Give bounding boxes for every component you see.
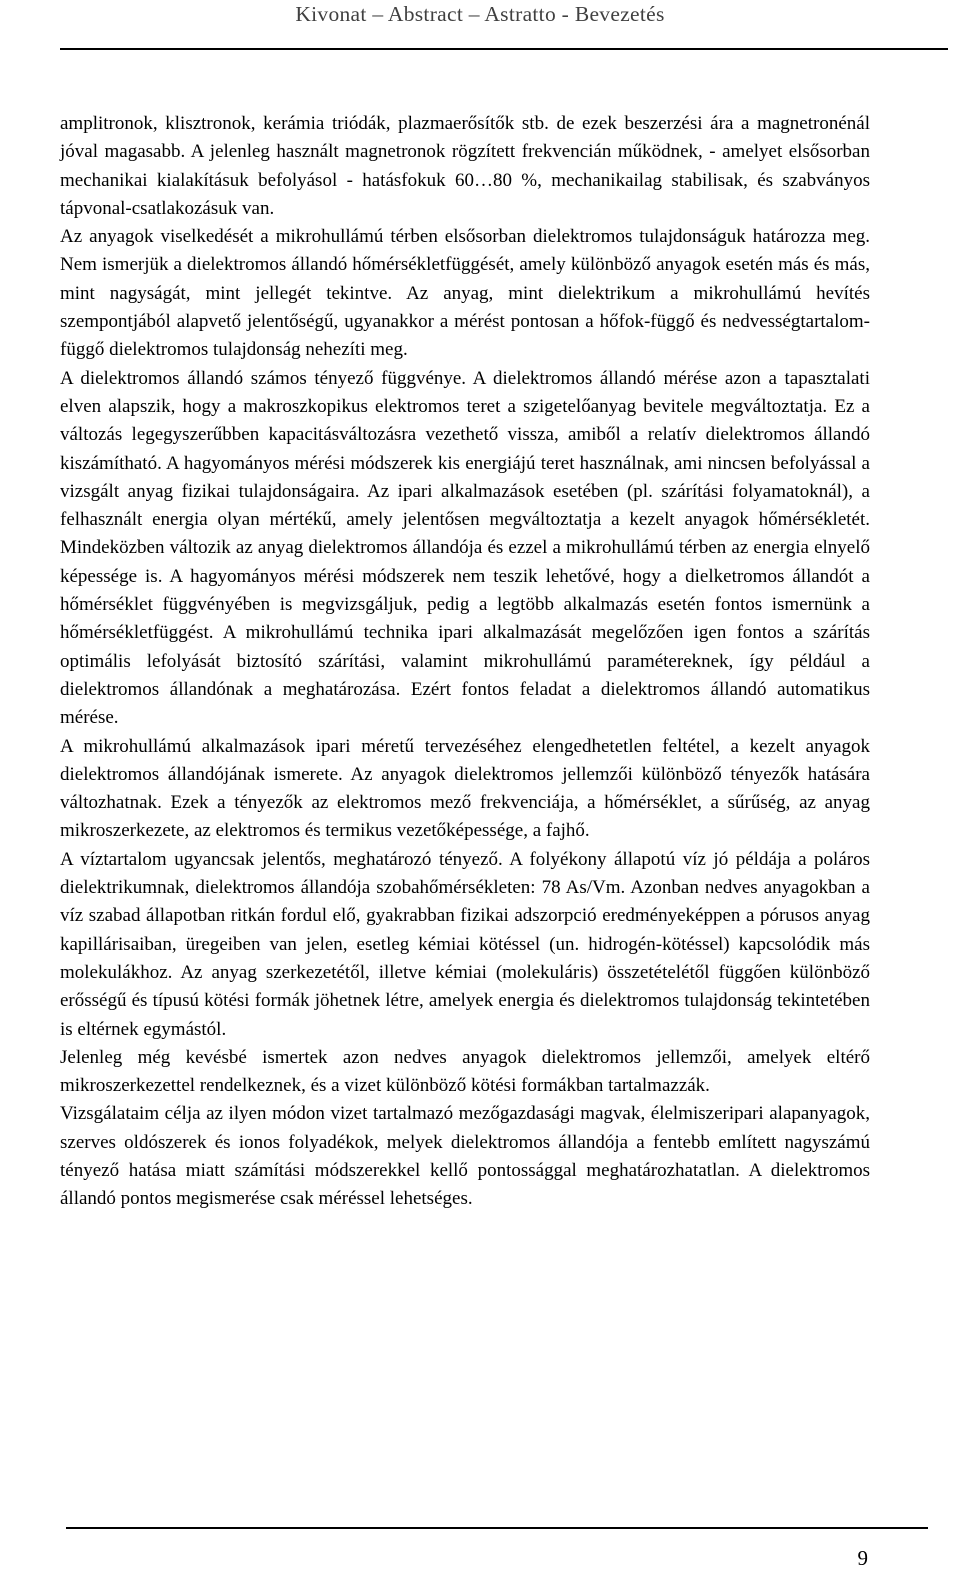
header-title: Kivonat – Abstract – Astratto - Bevezetés xyxy=(295,2,665,26)
paragraph: A víztartalom ugyancsak jelentős, meghatározó tényező. A folyékony állapotú víz jó példája a poláros dielektrikumnak, dielektromos állandója szobahőmérsékleten: 78 As/Vm. Azonban nedves anyagokban a víz szabad állapotban ritkán fordul elő, gyakrabban fizikai adszorpció eredményeképpen a pórusos anyag kapillárisaiban, üregeiben van jelen, esetleg kémiai kötéssel (un. hidrogén-kötéssel) kapcsolódik más molekulákhoz. Az anyag szerkezetétől, illetve kémiai (molekuláris) összetételétől függően különböző erősségű és típusú kötési formák jöhetnek létre, amelyek energia és dielektromos tulajdonság tekintetében is eltérnek egymástól. xyxy=(60,848,870,1040)
paragraph: A dielektromos állandó számos tényező függvénye. A dielektromos állandó mérése azon a tapasztalati elven alapszik, hogy a makroszkopikus elektromos teret a szigetelőanyag bevitele megváltoztatja. Ez a változás legegyszerűbben kapacitásváltozásra vezethető vissza, amiből a relatív dielektromos állandó kiszámítható. A hagyományos mérési módszerek kis energiájú teret használnak, ami nincsen befolyással a vizsgált anyag fizikai tulajdonságaira. Az ipari alkalmazások esetében (pl. szárítási folyamatoknál), a felhasznált energia olyan mértékű, amely jelentősen megváltoztatja a kezelt anyagok hőmérsékletét. Mindeközben változik az anyag dielektromos állandója és ezzel a mikrohullámú térben az energia elnyelő képessége is. A hagyományos mérési módszerek nem teszik lehetővé, hogy a dielketromos állandót a hőmérséklet függvényében is megvizsgáljuk, pedig a legtöbb alkalmazás esetén fontos ismernünk a hőmérsékletfüggést. A mikrohullámú technika ipari alkalmazását megelőzően igen fontos a szárítás optimális lefolyását biztosító szárítási, valamint mikrohullámú paramétereknek, így például a dielektromos állandónak a meghatározása. Ezért fontos feladat a dielektromos állandó automatikus mérése. xyxy=(60,367,870,729)
paragraph: A mikrohullámú alkalmazások ipari méretű tervezéséhez elengedhetetlen feltétel, a kezelt anyagok dielektromos állandójának ismerete. Az anyagok dielektromos jellemzői különböző tényezők hatására változhatnak. Ezek a tényezők az elektromos mező frekvenciája, a hőmérséklet, a sűrűség, az anyag mikroszerkezete, az elektromos és termikus vezetőképessége, a fajhő. xyxy=(60,735,870,842)
paragraph: Az anyagok viselkedését a mikrohullámú térben elsősorban dielektromos tulajdonságuk határozza meg. Nem ismerjük a dielektromos állandó hőmérsékletfüggését, amely különböző anyagok esetén más és más, mint nagyságát, mint jellegét tekintve. Az anyag, mint dielektrikum a mikrohullámú hevítés szempontjából alapvető jelentőségű, ugyanakkor a mérést pontosan a hőfok-függő és nedvességtartalom-függő dielektromos tulajdonság nehezíti meg. xyxy=(60,226,870,361)
body-text xyxy=(60,110,870,1214)
paragraph: amplitronok, klisztronok, kerámia triódák, plazmaerősítők stb. de ezek beszerzési ára a magnetronénál jóval magasabb. A jelenleg használt magnetronok rögzített frekvencián működnek, - amelyet elsősorban mechanikai kialakításuk befolyásol - hatásfokuk 60…80 %, mechanikailag stabilisak, és szabványos tápvonal-csatlakozásuk van. xyxy=(60,113,870,219)
header-rule xyxy=(60,48,948,50)
paragraph: Jelenleg még kevésbé ismertek azon nedves anyagok dielektromos jellemzői, amelyek eltérő mikroszerkezettel rendelkeznek, és a vizet különböző kötési formákban tartalmazzák. xyxy=(60,1046,870,1097)
page-header xyxy=(0,0,960,30)
page-number: 9 xyxy=(857,1546,868,1570)
paragraph: Vizsgálataim célja az ilyen módon vizet tartalmazó mezőgazdasági magvak, élelmiszeripari alapanyagok, szerves oldószerek és ionos folyadékok, melyek dielektromos állandója a fentebb említett nagyszámú tényező hatása miatt számítási módszerekkel kellő pontossággal meghatározhatatlan. A dielektromos állandó pontos megismerése csak méréssel lehetséges. xyxy=(60,1103,870,1210)
footer-rule xyxy=(66,1527,928,1529)
